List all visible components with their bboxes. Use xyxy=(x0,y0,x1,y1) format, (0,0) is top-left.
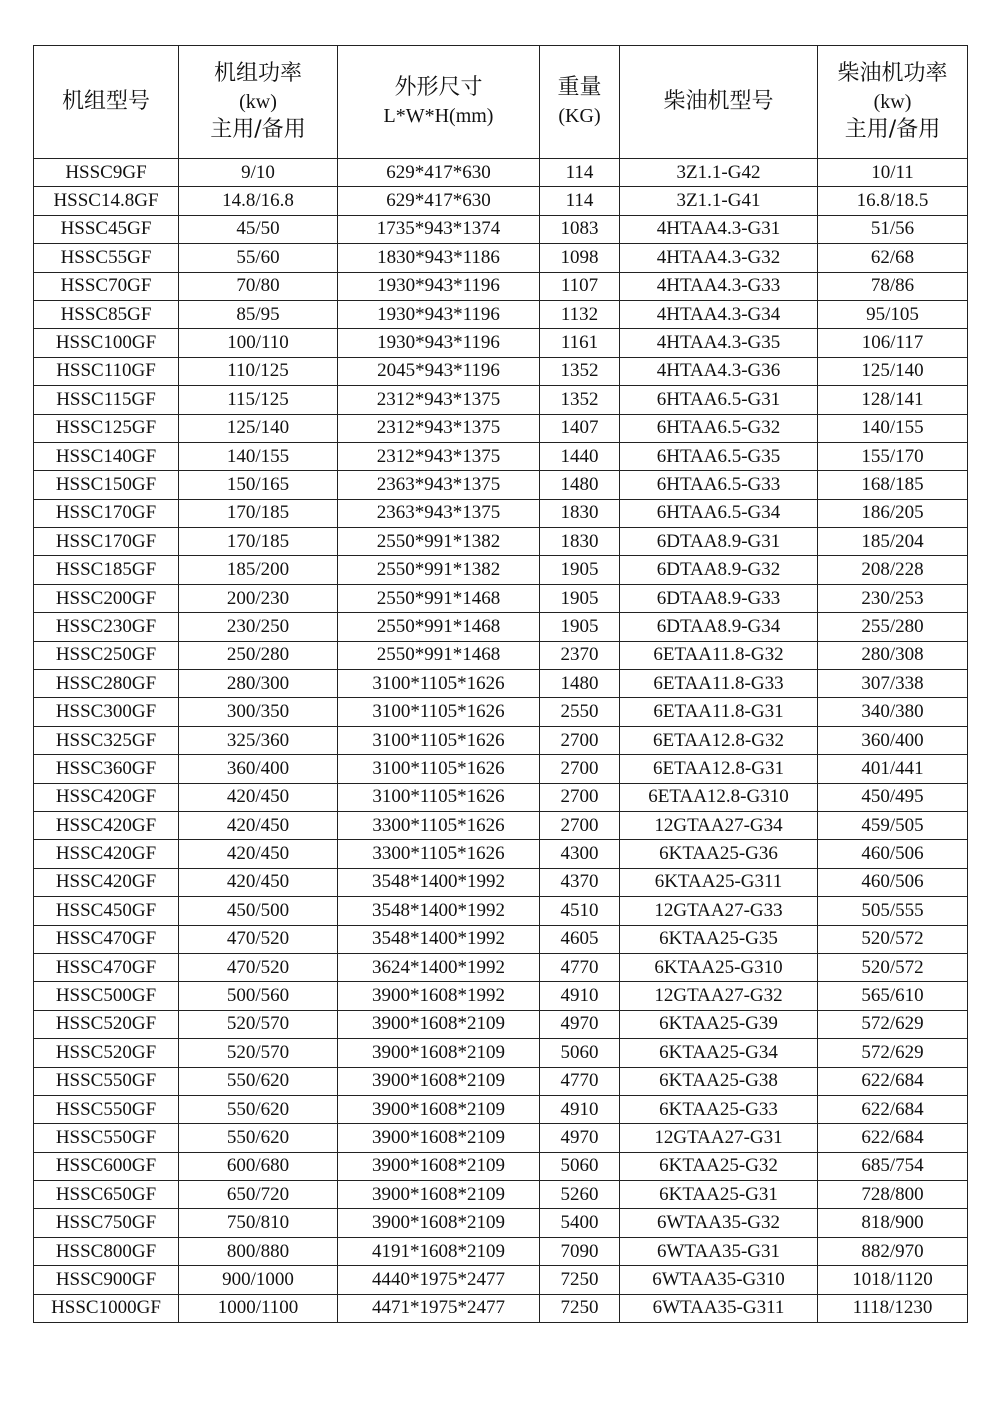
cell-engine-power: 622/684 xyxy=(818,1067,968,1095)
cell-unit-power: 420/450 xyxy=(179,811,338,839)
cell-dimensions: 2363*943*1375 xyxy=(338,471,540,499)
cell-model: HSSC500GF xyxy=(34,982,179,1010)
header-model: 机组型号 xyxy=(34,46,179,159)
cell-model: HSSC125GF xyxy=(34,414,179,442)
cell-weight: 4910 xyxy=(540,982,620,1010)
table-row xyxy=(34,1095,968,1123)
cell-dimensions: 3624*1400*1992 xyxy=(338,953,540,981)
cell-engine-model: 4HTAA4.3-G34 xyxy=(620,300,818,328)
cell-engine-power: 280/308 xyxy=(818,641,968,669)
cell-engine-power: 95/105 xyxy=(818,300,968,328)
cell-weight: 4510 xyxy=(540,897,620,925)
cell-unit-power: 900/1000 xyxy=(179,1266,338,1294)
cell-unit-power: 140/155 xyxy=(179,442,338,470)
table-row xyxy=(34,726,968,754)
cell-weight: 1830 xyxy=(540,528,620,556)
cell-model: HSSC420GF xyxy=(34,811,179,839)
header-weight: 重量 (KG) xyxy=(540,46,620,159)
table-row xyxy=(34,840,968,868)
cell-engine-model: 6WTAA35-G311 xyxy=(620,1294,818,1322)
cell-weight: 1352 xyxy=(540,386,620,414)
table-row xyxy=(34,414,968,442)
cell-engine-power: 62/68 xyxy=(818,244,968,272)
cell-engine-power: 78/86 xyxy=(818,272,968,300)
cell-unit-power: 500/560 xyxy=(179,982,338,1010)
cell-engine-model: 6KTAA25-G33 xyxy=(620,1095,818,1123)
cell-engine-power: 128/141 xyxy=(818,386,968,414)
cell-engine-model: 6WTAA35-G32 xyxy=(620,1209,818,1237)
table-row xyxy=(34,670,968,698)
cell-engine-power: 16.8/18.5 xyxy=(818,187,968,215)
cell-unit-power: 125/140 xyxy=(179,414,338,442)
cell-weight: 114 xyxy=(540,187,620,215)
cell-model: HSSC110GF xyxy=(34,357,179,385)
cell-dimensions: 629*417*630 xyxy=(338,187,540,215)
cell-engine-power: 186/205 xyxy=(818,499,968,527)
cell-model: HSSC520GF xyxy=(34,1010,179,1038)
cell-engine-model: 6DTAA8.9-G32 xyxy=(620,556,818,584)
cell-weight: 7090 xyxy=(540,1237,620,1265)
cell-unit-power: 300/350 xyxy=(179,698,338,726)
cell-engine-power: 460/506 xyxy=(818,868,968,896)
cell-engine-model: 6KTAA25-G310 xyxy=(620,953,818,981)
cell-weight: 5060 xyxy=(540,1039,620,1067)
cell-model: HSSC550GF xyxy=(34,1095,179,1123)
table-row xyxy=(34,442,968,470)
cell-model: HSSC200GF xyxy=(34,584,179,612)
table-body xyxy=(34,159,968,1323)
cell-engine-model: 6KTAA25-G36 xyxy=(620,840,818,868)
cell-weight: 1352 xyxy=(540,357,620,385)
cell-model: HSSC115GF xyxy=(34,386,179,414)
cell-engine-model: 6ETAA12.8-G31 xyxy=(620,755,818,783)
cell-dimensions: 3300*1105*1626 xyxy=(338,840,540,868)
cell-dimensions: 3100*1105*1626 xyxy=(338,783,540,811)
cell-dimensions: 1830*943*1186 xyxy=(338,244,540,272)
cell-engine-power: 572/629 xyxy=(818,1039,968,1067)
cell-dimensions: 3100*1105*1626 xyxy=(338,726,540,754)
cell-model: HSSC55GF xyxy=(34,244,179,272)
cell-unit-power: 45/50 xyxy=(179,215,338,243)
table-row xyxy=(34,1124,968,1152)
header-unit-power: 机组功率 (kw) 主用/备用 xyxy=(179,46,338,159)
cell-model: HSSC360GF xyxy=(34,755,179,783)
cell-model: HSSC520GF xyxy=(34,1039,179,1067)
cell-engine-power: 1118/1230 xyxy=(818,1294,968,1322)
cell-weight: 1905 xyxy=(540,584,620,612)
cell-engine-model: 6DTAA8.9-G34 xyxy=(620,613,818,641)
table-row xyxy=(34,159,968,187)
cell-engine-model: 12GTAA27-G33 xyxy=(620,897,818,925)
cell-model: HSSC550GF xyxy=(34,1124,179,1152)
cell-unit-power: 550/620 xyxy=(179,1067,338,1095)
cell-engine-model: 6KTAA25-G32 xyxy=(620,1152,818,1180)
generator-spec-table xyxy=(33,45,968,1323)
cell-weight: 4910 xyxy=(540,1095,620,1123)
cell-engine-model: 6WTAA35-G310 xyxy=(620,1266,818,1294)
cell-model: HSSC9GF xyxy=(34,159,179,187)
cell-model: HSSC1000GF xyxy=(34,1294,179,1322)
cell-model: HSSC100GF xyxy=(34,329,179,357)
cell-unit-power: 9/10 xyxy=(179,159,338,187)
cell-unit-power: 110/125 xyxy=(179,357,338,385)
cell-model: HSSC140GF xyxy=(34,442,179,470)
cell-model: HSSC170GF xyxy=(34,499,179,527)
cell-model: HSSC800GF xyxy=(34,1237,179,1265)
table-row xyxy=(34,783,968,811)
table-row xyxy=(34,925,968,953)
header-engine-model: 柴油机型号 xyxy=(620,46,818,159)
table-row xyxy=(34,357,968,385)
cell-model: HSSC750GF xyxy=(34,1209,179,1237)
cell-weight: 2700 xyxy=(540,755,620,783)
table-row xyxy=(34,556,968,584)
cell-dimensions: 1735*943*1374 xyxy=(338,215,540,243)
cell-engine-power: 622/684 xyxy=(818,1124,968,1152)
cell-model: HSSC900GF xyxy=(34,1266,179,1294)
cell-engine-model: 6DTAA8.9-G31 xyxy=(620,528,818,556)
cell-model: HSSC280GF xyxy=(34,670,179,698)
cell-unit-power: 550/620 xyxy=(179,1095,338,1123)
cell-weight: 7250 xyxy=(540,1294,620,1322)
cell-engine-power: 140/155 xyxy=(818,414,968,442)
cell-engine-model: 6ETAA11.8-G32 xyxy=(620,641,818,669)
cell-weight: 1107 xyxy=(540,272,620,300)
cell-dimensions: 1930*943*1196 xyxy=(338,329,540,357)
cell-engine-model: 4HTAA4.3-G36 xyxy=(620,357,818,385)
cell-engine-model: 6HTAA6.5-G31 xyxy=(620,386,818,414)
cell-engine-power: 459/505 xyxy=(818,811,968,839)
cell-weight: 1083 xyxy=(540,215,620,243)
cell-unit-power: 200/230 xyxy=(179,584,338,612)
cell-dimensions: 4471*1975*2477 xyxy=(338,1294,540,1322)
cell-dimensions: 3548*1400*1992 xyxy=(338,897,540,925)
cell-dimensions: 3900*1608*2109 xyxy=(338,1067,540,1095)
table-row xyxy=(34,471,968,499)
cell-unit-power: 520/570 xyxy=(179,1039,338,1067)
cell-engine-model: 4HTAA4.3-G33 xyxy=(620,272,818,300)
cell-engine-model: 6KTAA25-G31 xyxy=(620,1181,818,1209)
cell-model: HSSC470GF xyxy=(34,953,179,981)
cell-unit-power: 470/520 xyxy=(179,953,338,981)
cell-engine-power: 155/170 xyxy=(818,442,968,470)
table-row xyxy=(34,1209,968,1237)
table-row xyxy=(34,272,968,300)
table-row xyxy=(34,244,968,272)
cell-model: HSSC420GF xyxy=(34,783,179,811)
cell-engine-power: 307/338 xyxy=(818,670,968,698)
cell-model: HSSC85GF xyxy=(34,300,179,328)
table-row xyxy=(34,868,968,896)
cell-weight: 1407 xyxy=(540,414,620,442)
cell-dimensions: 629*417*630 xyxy=(338,159,540,187)
table-row xyxy=(34,982,968,1010)
cell-weight: 4300 xyxy=(540,840,620,868)
cell-dimensions: 2312*943*1375 xyxy=(338,442,540,470)
cell-dimensions: 3900*1608*2109 xyxy=(338,1010,540,1038)
cell-dimensions: 4191*1608*2109 xyxy=(338,1237,540,1265)
cell-engine-power: 818/900 xyxy=(818,1209,968,1237)
cell-weight: 2550 xyxy=(540,698,620,726)
cell-engine-power: 450/495 xyxy=(818,783,968,811)
cell-weight: 1098 xyxy=(540,244,620,272)
cell-model: HSSC325GF xyxy=(34,726,179,754)
cell-engine-model: 6KTAA25-G311 xyxy=(620,868,818,896)
cell-engine-power: 622/684 xyxy=(818,1095,968,1123)
cell-engine-model: 4HTAA4.3-G32 xyxy=(620,244,818,272)
cell-model: HSSC45GF xyxy=(34,215,179,243)
cell-weight: 1440 xyxy=(540,442,620,470)
cell-weight: 4370 xyxy=(540,868,620,896)
cell-dimensions: 3900*1608*2109 xyxy=(338,1152,540,1180)
table-row xyxy=(34,1067,968,1095)
cell-engine-power: 230/253 xyxy=(818,584,968,612)
cell-unit-power: 800/880 xyxy=(179,1237,338,1265)
cell-engine-model: 6DTAA8.9-G33 xyxy=(620,584,818,612)
cell-weight: 4605 xyxy=(540,925,620,953)
cell-engine-power: 255/280 xyxy=(818,613,968,641)
cell-weight: 1161 xyxy=(540,329,620,357)
cell-weight: 114 xyxy=(540,159,620,187)
table-row xyxy=(34,641,968,669)
cell-dimensions: 2363*943*1375 xyxy=(338,499,540,527)
cell-model: HSSC420GF xyxy=(34,868,179,896)
cell-engine-model: 4HTAA4.3-G31 xyxy=(620,215,818,243)
cell-weight: 1830 xyxy=(540,499,620,527)
table-row xyxy=(34,1266,968,1294)
cell-unit-power: 150/165 xyxy=(179,471,338,499)
cell-unit-power: 650/720 xyxy=(179,1181,338,1209)
cell-model: HSSC550GF xyxy=(34,1067,179,1095)
cell-model: HSSC650GF xyxy=(34,1181,179,1209)
cell-engine-power: 685/754 xyxy=(818,1152,968,1180)
cell-weight: 1132 xyxy=(540,300,620,328)
cell-dimensions: 2550*991*1468 xyxy=(338,613,540,641)
cell-unit-power: 420/450 xyxy=(179,868,338,896)
cell-model: HSSC250GF xyxy=(34,641,179,669)
cell-dimensions: 3100*1105*1626 xyxy=(338,670,540,698)
cell-engine-power: 208/228 xyxy=(818,556,968,584)
cell-dimensions: 3100*1105*1626 xyxy=(338,755,540,783)
cell-dimensions: 3900*1608*1992 xyxy=(338,982,540,1010)
cell-engine-model: 3Z1.1-G41 xyxy=(620,187,818,215)
cell-unit-power: 170/185 xyxy=(179,499,338,527)
cell-unit-power: 230/250 xyxy=(179,613,338,641)
cell-unit-power: 250/280 xyxy=(179,641,338,669)
cell-engine-model: 6ETAA12.8-G32 xyxy=(620,726,818,754)
table-row xyxy=(34,300,968,328)
cell-unit-power: 420/450 xyxy=(179,783,338,811)
cell-weight: 1480 xyxy=(540,471,620,499)
cell-dimensions: 3548*1400*1992 xyxy=(338,868,540,896)
table-row xyxy=(34,187,968,215)
table-row xyxy=(34,1010,968,1038)
table-row xyxy=(34,528,968,556)
cell-engine-model: 6HTAA6.5-G35 xyxy=(620,442,818,470)
cell-dimensions: 2550*991*1468 xyxy=(338,641,540,669)
table-row xyxy=(34,1294,968,1322)
cell-dimensions: 2045*943*1196 xyxy=(338,357,540,385)
cell-model: HSSC230GF xyxy=(34,613,179,641)
cell-unit-power: 420/450 xyxy=(179,840,338,868)
cell-dimensions: 2550*991*1382 xyxy=(338,528,540,556)
cell-engine-power: 520/572 xyxy=(818,953,968,981)
cell-unit-power: 1000/1100 xyxy=(179,1294,338,1322)
cell-engine-model: 6HTAA6.5-G34 xyxy=(620,499,818,527)
table-row xyxy=(34,755,968,783)
cell-unit-power: 55/60 xyxy=(179,244,338,272)
cell-engine-power: 728/800 xyxy=(818,1181,968,1209)
cell-dimensions: 3900*1608*2109 xyxy=(338,1181,540,1209)
cell-model: HSSC150GF xyxy=(34,471,179,499)
cell-dimensions: 2550*991*1468 xyxy=(338,584,540,612)
header-dimensions: 外形尺寸 L*W*H(mm) xyxy=(338,46,540,159)
cell-engine-model: 12GTAA27-G31 xyxy=(620,1124,818,1152)
cell-engine-power: 1018/1120 xyxy=(818,1266,968,1294)
cell-model: HSSC170GF xyxy=(34,528,179,556)
table-row xyxy=(34,698,968,726)
cell-engine-power: 340/380 xyxy=(818,698,968,726)
cell-unit-power: 170/185 xyxy=(179,528,338,556)
cell-unit-power: 470/520 xyxy=(179,925,338,953)
cell-unit-power: 750/810 xyxy=(179,1209,338,1237)
cell-engine-power: 51/56 xyxy=(818,215,968,243)
table-row xyxy=(34,613,968,641)
cell-engine-model: 6WTAA35-G31 xyxy=(620,1237,818,1265)
cell-engine-power: 360/400 xyxy=(818,726,968,754)
cell-engine-model: 12GTAA27-G32 xyxy=(620,982,818,1010)
cell-weight: 4970 xyxy=(540,1124,620,1152)
cell-unit-power: 550/620 xyxy=(179,1124,338,1152)
cell-engine-model: 6KTAA25-G35 xyxy=(620,925,818,953)
cell-unit-power: 70/80 xyxy=(179,272,338,300)
cell-model: HSSC70GF xyxy=(34,272,179,300)
table-row xyxy=(34,499,968,527)
cell-engine-model: 6KTAA25-G39 xyxy=(620,1010,818,1038)
table-row xyxy=(34,215,968,243)
cell-dimensions: 1930*943*1196 xyxy=(338,300,540,328)
cell-dimensions: 3900*1608*2109 xyxy=(338,1209,540,1237)
cell-weight: 4970 xyxy=(540,1010,620,1038)
cell-unit-power: 450/500 xyxy=(179,897,338,925)
cell-engine-power: 572/629 xyxy=(818,1010,968,1038)
cell-unit-power: 115/125 xyxy=(179,386,338,414)
cell-dimensions: 3548*1400*1992 xyxy=(338,925,540,953)
cell-weight: 5400 xyxy=(540,1209,620,1237)
cell-model: HSSC420GF xyxy=(34,840,179,868)
cell-unit-power: 14.8/16.8 xyxy=(179,187,338,215)
cell-engine-model: 12GTAA27-G34 xyxy=(620,811,818,839)
cell-model: HSSC300GF xyxy=(34,698,179,726)
cell-dimensions: 3900*1608*2109 xyxy=(338,1095,540,1123)
cell-unit-power: 185/200 xyxy=(179,556,338,584)
cell-unit-power: 360/400 xyxy=(179,755,338,783)
cell-weight: 1905 xyxy=(540,556,620,584)
cell-model: HSSC14.8GF xyxy=(34,187,179,215)
table-row xyxy=(34,953,968,981)
cell-engine-power: 10/11 xyxy=(818,159,968,187)
table-row xyxy=(34,1237,968,1265)
cell-dimensions: 2312*943*1375 xyxy=(338,386,540,414)
cell-dimensions: 4440*1975*2477 xyxy=(338,1266,540,1294)
cell-unit-power: 85/95 xyxy=(179,300,338,328)
cell-engine-model: 4HTAA4.3-G35 xyxy=(620,329,818,357)
cell-dimensions: 3300*1105*1626 xyxy=(338,811,540,839)
cell-engine-power: 185/204 xyxy=(818,528,968,556)
cell-weight: 2700 xyxy=(540,726,620,754)
cell-weight: 2700 xyxy=(540,811,620,839)
cell-weight: 4770 xyxy=(540,1067,620,1095)
cell-engine-power: 401/441 xyxy=(818,755,968,783)
cell-unit-power: 325/360 xyxy=(179,726,338,754)
table-row xyxy=(34,1181,968,1209)
table-row xyxy=(34,1152,968,1180)
cell-model: HSSC185GF xyxy=(34,556,179,584)
header-row xyxy=(34,46,968,159)
table-row xyxy=(34,897,968,925)
cell-engine-model: 6ETAA12.8-G310 xyxy=(620,783,818,811)
cell-dimensions: 3900*1608*2109 xyxy=(338,1124,540,1152)
cell-weight: 7250 xyxy=(540,1266,620,1294)
cell-weight: 4770 xyxy=(540,953,620,981)
cell-engine-power: 168/185 xyxy=(818,471,968,499)
cell-weight: 5260 xyxy=(540,1181,620,1209)
cell-engine-model: 6ETAA11.8-G33 xyxy=(620,670,818,698)
cell-engine-model: 3Z1.1-G42 xyxy=(620,159,818,187)
cell-dimensions: 2312*943*1375 xyxy=(338,414,540,442)
cell-unit-power: 520/570 xyxy=(179,1010,338,1038)
cell-engine-model: 6KTAA25-G34 xyxy=(620,1039,818,1067)
cell-weight: 2370 xyxy=(540,641,620,669)
cell-weight: 1905 xyxy=(540,613,620,641)
table-row xyxy=(34,386,968,414)
header-engine-power: 柴油机功率 (kw) 主用/备用 xyxy=(818,46,968,159)
cell-dimensions: 1930*943*1196 xyxy=(338,272,540,300)
cell-weight: 1480 xyxy=(540,670,620,698)
cell-engine-power: 125/140 xyxy=(818,357,968,385)
cell-unit-power: 280/300 xyxy=(179,670,338,698)
cell-model: HSSC470GF xyxy=(34,925,179,953)
cell-model: HSSC450GF xyxy=(34,897,179,925)
cell-engine-power: 460/506 xyxy=(818,840,968,868)
table-row xyxy=(34,584,968,612)
cell-engine-power: 520/572 xyxy=(818,925,968,953)
cell-weight: 5060 xyxy=(540,1152,620,1180)
cell-engine-model: 6KTAA25-G38 xyxy=(620,1067,818,1095)
cell-dimensions: 3100*1105*1626 xyxy=(338,698,540,726)
cell-dimensions: 2550*991*1382 xyxy=(338,556,540,584)
cell-model: HSSC600GF xyxy=(34,1152,179,1180)
table-row xyxy=(34,1039,968,1067)
cell-engine-model: 6HTAA6.5-G33 xyxy=(620,471,818,499)
table-row xyxy=(34,329,968,357)
cell-unit-power: 100/110 xyxy=(179,329,338,357)
cell-engine-power: 882/970 xyxy=(818,1237,968,1265)
cell-engine-power: 505/555 xyxy=(818,897,968,925)
cell-engine-power: 565/610 xyxy=(818,982,968,1010)
cell-dimensions: 3900*1608*2109 xyxy=(338,1039,540,1067)
cell-weight: 2700 xyxy=(540,783,620,811)
cell-engine-model: 6ETAA11.8-G31 xyxy=(620,698,818,726)
cell-engine-model: 6HTAA6.5-G32 xyxy=(620,414,818,442)
table-row xyxy=(34,811,968,839)
cell-unit-power: 600/680 xyxy=(179,1152,338,1180)
cell-engine-power: 106/117 xyxy=(818,329,968,357)
